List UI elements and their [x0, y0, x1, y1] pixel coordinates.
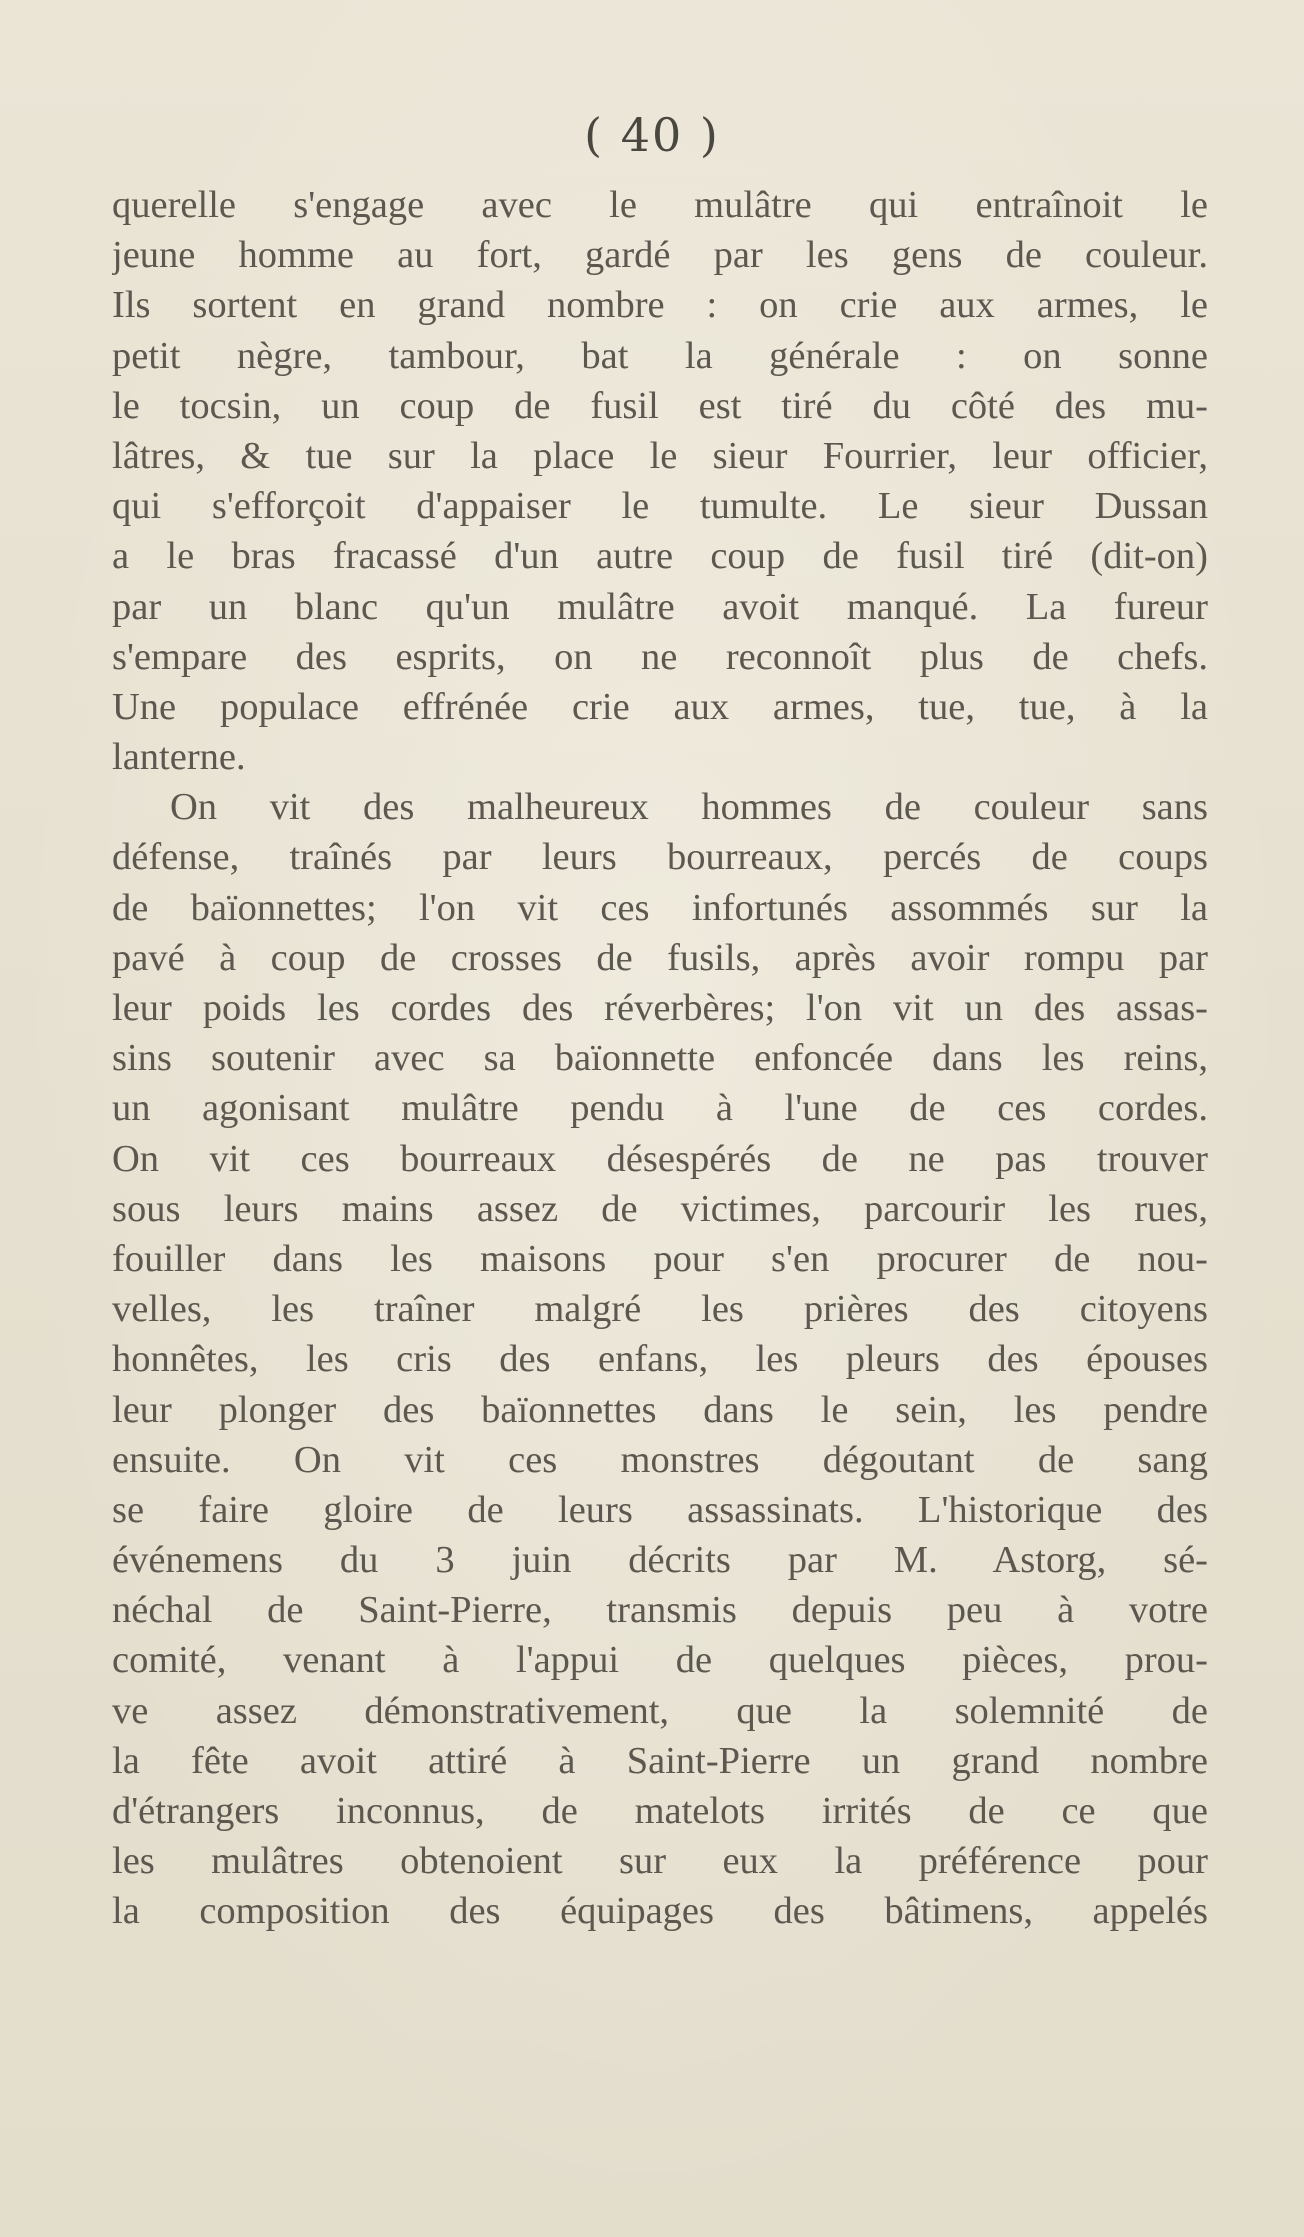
text-line: Une populace effrénée crie aux armes, tue, tue, à la [112, 685, 1208, 728]
text-line: ve assez démonstrativement, que la solemnité de [112, 1689, 1208, 1732]
text-line: de baïonnettes; l'on vit ces infortunés assommés sur la [112, 886, 1208, 929]
text-line: honnêtes, les cris des enfans, les pleurs des épouses [112, 1338, 1208, 1381]
text-line: d'étrangers inconnus, de matelots irrités de ce que [112, 1790, 1208, 1832]
text-line: les mulâtres obtenoient sur eux la préférence pour [112, 1840, 1208, 1883]
text-line: jeune homme au fort, gardé par les gens de couleur. [112, 234, 1208, 277]
text-line: par un blanc qu'un mulâtre avoit manqué. La fureur [112, 585, 1208, 628]
text-line: On vit des malheureux hommes de couleur sans [170, 786, 1208, 829]
text-line: sins soutenir avec sa baïonnette enfoncée dans les reins, [112, 1037, 1208, 1080]
text-line: querelle s'engage avec le mulâtre qui entraînoit le [112, 184, 1208, 226]
page-number: ( 40 ) [584, 108, 720, 162]
text-line: lanterne. [112, 736, 246, 779]
body-text [112, 180, 1208, 1937]
text-line: petit nègre, tambour, bat la générale : on sonne [112, 334, 1208, 377]
text-line: la fête avoit attiré à Saint-Pierre un grand nombre [112, 1739, 1208, 1782]
text-line: sous leurs mains assez de victimes, parcourir les rues, [112, 1187, 1208, 1230]
text-line: événemens du 3 juin décrits par M. Astorg, sé- [112, 1539, 1208, 1582]
text-line: la composition des équipages des bâtimens, appelés [112, 1890, 1208, 1933]
text-line: défense, traînés par leurs bourreaux, percés de coups [112, 836, 1208, 879]
text-line: comité, venant à l'appui de quelques pièces, prou- [112, 1639, 1208, 1682]
text-line: néchal de Saint-Pierre, transmis depuis peu à votre [112, 1589, 1208, 1632]
text-line: a le bras fracassé d'un autre coup de fusil tiré (dit-on) [112, 535, 1208, 578]
text-line: pavé à coup de crosses de fusils, après avoir rompu par [112, 936, 1208, 979]
text-line: qui s'efforçoit d'appaiser le tumulte. Le sieur Dussan [112, 485, 1208, 528]
text-line: Ils sortent en grand nombre : on crie aux armes, le [112, 284, 1208, 327]
text-line: lâtres, & tue sur la place le sieur Fourrier, leur officier, [112, 434, 1208, 477]
text-line: velles, les traîner malgré les prières des citoyens [112, 1288, 1208, 1331]
text-line: leur plonger des baïonnettes dans le sein, les pendre [112, 1388, 1208, 1431]
text-line: un agonisant mulâtre pendu à l'une de ces cordes. [112, 1087, 1208, 1130]
text-line: se faire gloire de leurs assassinats. L'historique des [112, 1488, 1208, 1531]
text-line: ensuite. On vit ces monstres dégoutant de sang [112, 1438, 1208, 1481]
text-line: s'empare des esprits, on ne reconnoît plus de chefs. [112, 635, 1208, 678]
text-line: On vit ces bourreaux désespérés de ne pas trouver [112, 1137, 1208, 1180]
text-line: le tocsin, un coup de fusil est tiré du côté des mu- [112, 384, 1208, 427]
text-line: leur poids les cordes des réverbères; l'on vit un des assas- [112, 987, 1208, 1029]
text-line: fouiller dans les maisons pour s'en procurer de nou- [112, 1237, 1208, 1280]
